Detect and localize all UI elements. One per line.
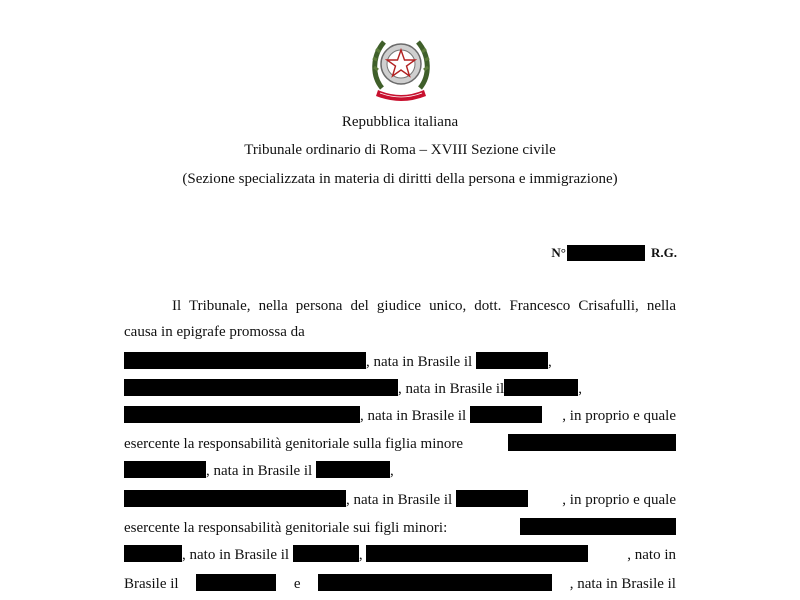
party-text: esercente la responsabilità genitoriale sui figli minori: — [124, 520, 448, 536]
party-line-5 — [124, 461, 676, 481]
party-line-2 — [124, 379, 676, 399]
redaction-box — [366, 545, 588, 562]
case-number — [551, 244, 677, 262]
party-text: , nata in Brasile il — [569, 576, 676, 592]
party-text: esercente la responsabilità genitoriale sulla figlia minore — [124, 436, 464, 452]
party-text: , — [547, 354, 552, 370]
heading-court — [0, 141, 800, 159]
party-text: , — [389, 463, 394, 479]
party-text: , nata in Brasile il — [398, 381, 505, 397]
redaction-box — [124, 490, 346, 507]
party-text: , nata in Brasile il — [206, 463, 313, 479]
redaction-box — [316, 461, 390, 478]
redaction-box — [124, 406, 360, 423]
redaction-box — [124, 545, 182, 562]
party-text: Brasile il — [124, 576, 179, 592]
heading-specialization: (Sezione specializzata in materia di diritti della persona e immigrazione) — [182, 171, 618, 187]
party-text: , nato in Brasile il — [182, 547, 290, 563]
redaction-box — [124, 461, 206, 478]
court-prefix: Tribunale ordinario di Roma – — [244, 142, 431, 158]
redaction-box — [196, 574, 276, 591]
redaction-box — [456, 490, 528, 507]
redaction-box — [567, 245, 645, 261]
intro-line-2: causa in epigrafe promossa da — [124, 324, 305, 340]
redaction-box — [318, 574, 552, 591]
redaction-box — [293, 545, 359, 562]
party-line-8 — [124, 545, 676, 565]
party-line-7 — [124, 518, 676, 538]
party-text: , nata in Brasile il — [366, 354, 473, 370]
italian-republic-emblem-icon — [368, 30, 434, 102]
redaction-box — [504, 379, 578, 396]
intro-line-1: Il Tribunale, nella persona del giudice unico, dott. Francesco Crisafulli, nella — [172, 298, 676, 314]
redaction-box — [508, 434, 676, 451]
party-text: , — [578, 381, 582, 397]
heading-republic: Repubblica italiana — [341, 114, 459, 130]
court-suffix: Sezione civile — [467, 142, 556, 158]
party-text: , — [358, 547, 363, 563]
party-text: , in proprio e quale — [562, 408, 676, 424]
party-text: , in proprio e quale — [562, 492, 676, 508]
redaction-box — [476, 352, 548, 369]
party-text: , nata in Brasile il — [360, 408, 467, 424]
party-text: , nata in Brasile il — [346, 492, 453, 508]
party-line-1 — [124, 352, 676, 372]
party-line-4 — [124, 434, 676, 454]
redaction-box — [124, 352, 366, 369]
redaction-box — [470, 406, 542, 423]
party-text: e — [293, 576, 301, 592]
case-number-prefix: N° — [551, 245, 566, 260]
case-number-suffix: R.G. — [651, 245, 677, 260]
party-line-6 — [124, 490, 676, 510]
party-line-3 — [124, 406, 676, 426]
party-line-9 — [124, 574, 676, 594]
redaction-box — [520, 518, 676, 535]
party-text: , nato in — [627, 547, 676, 563]
redaction-box — [124, 379, 398, 396]
court-section-number: XVIII — [430, 142, 468, 158]
